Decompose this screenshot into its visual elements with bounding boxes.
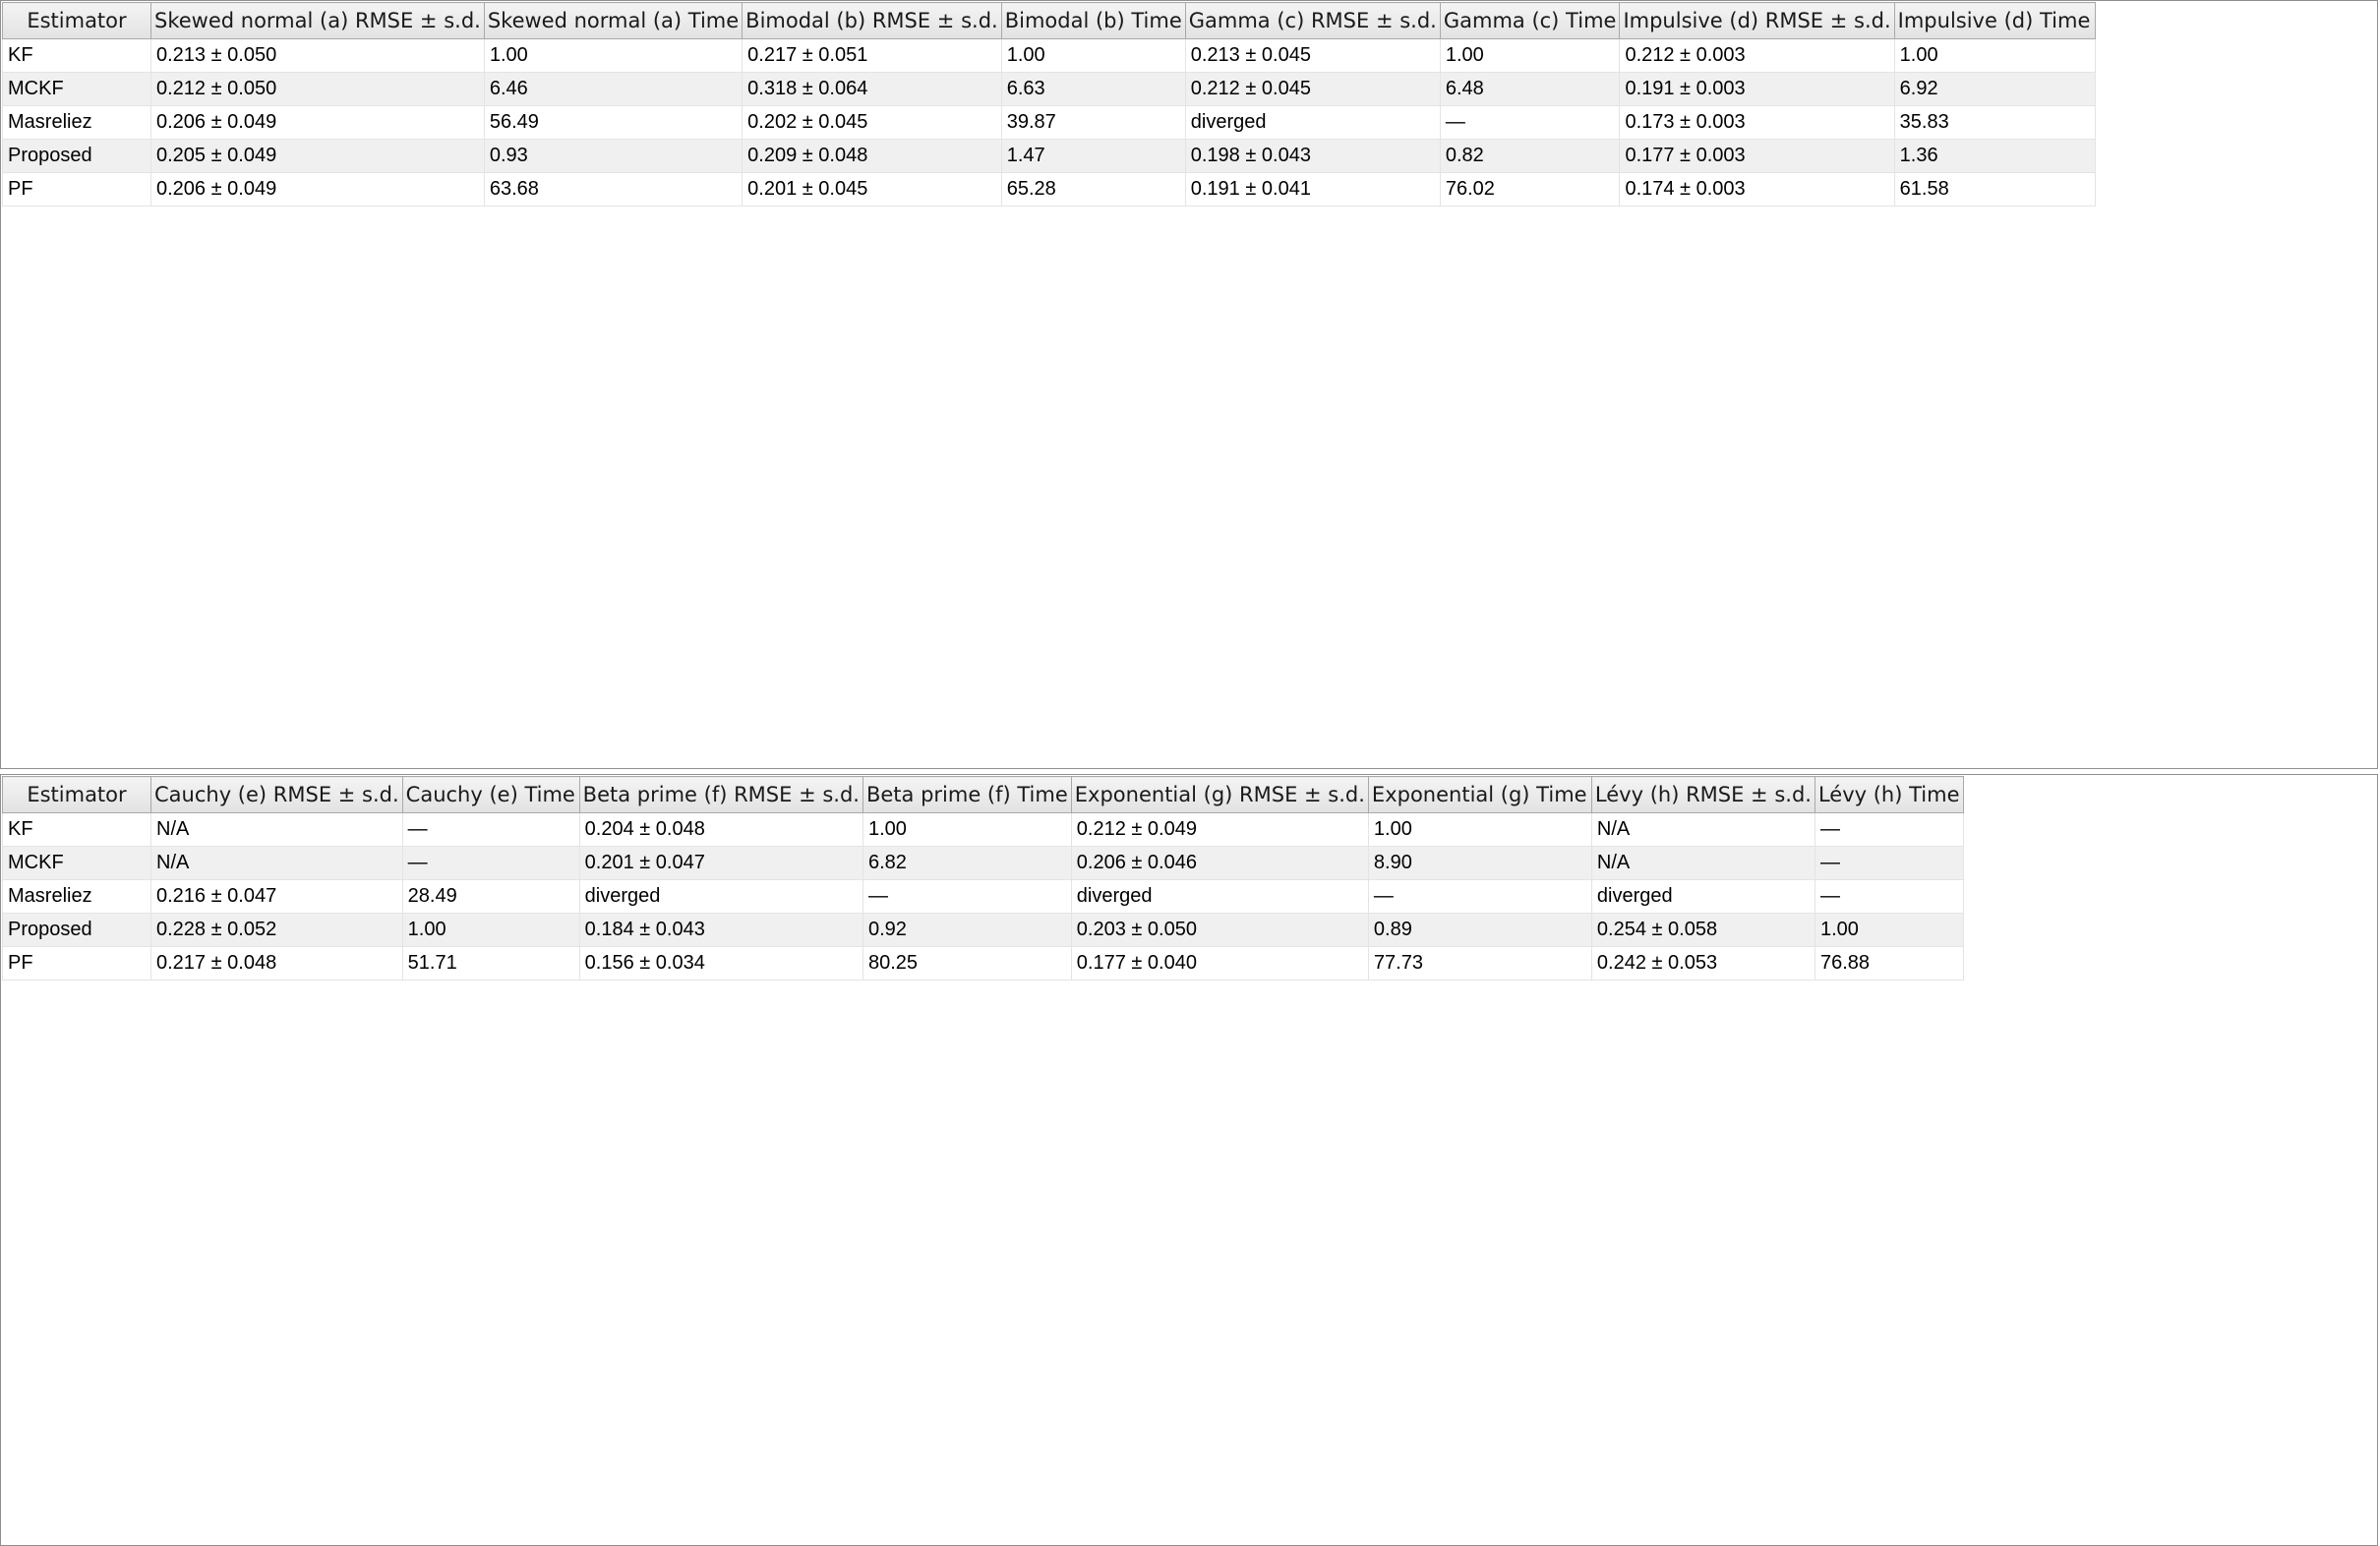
table-cell[interactable]: —: [1440, 106, 1620, 140]
column-header-bimodal-time[interactable]: Bimodal (b) Time: [1001, 3, 1185, 39]
table-cell[interactable]: 6.48: [1440, 73, 1620, 106]
table-cell[interactable]: 1.00: [1894, 39, 2095, 73]
table-cell[interactable]: 51.71: [402, 947, 579, 981]
table-row[interactable]: [3, 847, 1964, 880]
table-row[interactable]: [3, 947, 1964, 981]
table-cell[interactable]: 6.46: [484, 73, 742, 106]
estimator-name-cell[interactable]: Proposed: [3, 914, 151, 947]
table-cell[interactable]: 76.88: [1815, 947, 1963, 981]
results-table-distributions-e-h: [2, 776, 1964, 981]
table-cell[interactable]: 80.25: [863, 947, 1071, 981]
table-row[interactable]: [3, 73, 2096, 106]
estimator-name-cell[interactable]: Masreliez: [3, 880, 151, 914]
table-cell[interactable]: N/A: [1591, 847, 1815, 880]
table-cell[interactable]: 0.206 ± 0.049: [151, 173, 485, 207]
table-cell[interactable]: 0.217 ± 0.051: [743, 39, 1002, 73]
table-cell[interactable]: 0.201 ± 0.045: [743, 173, 1002, 207]
table-cell[interactable]: 0.198 ± 0.043: [1185, 140, 1440, 173]
estimator-name-cell[interactable]: PF: [3, 947, 151, 981]
table-cell[interactable]: N/A: [151, 813, 403, 847]
table-cell[interactable]: 77.73: [1368, 947, 1591, 981]
column-header-bimodal-rmse[interactable]: Bimodal (b) RMSE ± s.d.: [743, 3, 1002, 39]
table-cell[interactable]: 1.00: [1001, 39, 1185, 73]
table-cell[interactable]: 0.213 ± 0.045: [1185, 39, 1440, 73]
table-cell[interactable]: 0.228 ± 0.052: [151, 914, 403, 947]
table-cell[interactable]: 0.212 ± 0.003: [1620, 39, 1894, 73]
table-cell[interactable]: 0.202 ± 0.045: [743, 106, 1002, 140]
column-header-gamma-time[interactable]: Gamma (c) Time: [1440, 3, 1620, 39]
estimator-name-cell[interactable]: PF: [3, 173, 151, 207]
table-cell[interactable]: —: [402, 847, 579, 880]
table-cell[interactable]: 0.191 ± 0.041: [1185, 173, 1440, 207]
table-cell[interactable]: 1.47: [1001, 140, 1185, 173]
table-cell[interactable]: 1.36: [1894, 140, 2095, 173]
column-header-levy-time[interactable]: Lévy (h) Time: [1815, 777, 1963, 813]
estimator-name-cell[interactable]: MCKF: [3, 847, 151, 880]
table-cell[interactable]: 0.212 ± 0.049: [1071, 813, 1368, 847]
table-cell[interactable]: 63.68: [484, 173, 742, 207]
table-cell[interactable]: 6.63: [1001, 73, 1185, 106]
results-table-distributions-a-d: [2, 2, 2096, 207]
column-header-cauchy-rmse[interactable]: Cauchy (e) RMSE ± s.d.: [151, 777, 403, 813]
column-header-estimator[interactable]: Estimator: [3, 3, 151, 39]
table-cell[interactable]: 0.89: [1368, 914, 1591, 947]
table-row[interactable]: [3, 880, 1964, 914]
column-header-impulsive-rmse[interactable]: Impulsive (d) RMSE ± s.d.: [1620, 3, 1894, 39]
table-cell[interactable]: 0.242 ± 0.053: [1591, 947, 1815, 981]
table-cell[interactable]: 65.28: [1001, 173, 1185, 207]
table-cell[interactable]: 35.83: [1894, 106, 2095, 140]
table-cell[interactable]: 0.318 ± 0.064: [743, 73, 1002, 106]
table-panel-bottom: [0, 774, 2378, 1546]
table-cell[interactable]: diverged: [1071, 880, 1368, 914]
table-cell[interactable]: —: [1815, 847, 1963, 880]
table-cell[interactable]: 0.205 ± 0.049: [151, 140, 485, 173]
table-cell[interactable]: 0.206 ± 0.049: [151, 106, 485, 140]
table-row[interactable]: [3, 813, 1964, 847]
table-cell[interactable]: 76.02: [1440, 173, 1620, 207]
table-cell[interactable]: diverged: [1591, 880, 1815, 914]
table-cell[interactable]: 0.212 ± 0.045: [1185, 73, 1440, 106]
table-cell[interactable]: 1.00: [484, 39, 742, 73]
column-header-exponential-rmse[interactable]: Exponential (g) RMSE ± s.d.: [1071, 777, 1368, 813]
column-header-levy-rmse[interactable]: Lévy (h) RMSE ± s.d.: [1591, 777, 1815, 813]
table-cell[interactable]: 0.201 ± 0.047: [579, 847, 863, 880]
table-cell[interactable]: 0.156 ± 0.034: [579, 947, 863, 981]
table-cell[interactable]: 0.213 ± 0.050: [151, 39, 485, 73]
table-cell[interactable]: 1.00: [1368, 813, 1591, 847]
table-cell[interactable]: —: [402, 813, 579, 847]
table-cell[interactable]: 0.206 ± 0.046: [1071, 847, 1368, 880]
table-cell[interactable]: diverged: [1185, 106, 1440, 140]
table-cell[interactable]: 39.87: [1001, 106, 1185, 140]
table-cell[interactable]: N/A: [1591, 813, 1815, 847]
column-header-cauchy-time[interactable]: Cauchy (e) Time: [402, 777, 579, 813]
estimator-name-cell[interactable]: KF: [3, 39, 151, 73]
column-header-gamma-rmse[interactable]: Gamma (c) RMSE ± s.d.: [1185, 3, 1440, 39]
table-cell[interactable]: 0.92: [863, 914, 1071, 947]
header-row: [3, 3, 2096, 39]
table-cell[interactable]: 1.00: [1815, 914, 1963, 947]
table-row[interactable]: [3, 140, 2096, 173]
table-cell[interactable]: 0.203 ± 0.050: [1071, 914, 1368, 947]
table-cell[interactable]: 0.82: [1440, 140, 1620, 173]
table-cell[interactable]: 0.216 ± 0.047: [151, 880, 403, 914]
table-cell[interactable]: 0.177 ± 0.040: [1071, 947, 1368, 981]
estimator-name-cell[interactable]: Proposed: [3, 140, 151, 173]
table-cell[interactable]: 6.92: [1894, 73, 2095, 106]
table-cell[interactable]: 0.204 ± 0.048: [579, 813, 863, 847]
estimator-name-cell[interactable]: KF: [3, 813, 151, 847]
table-cell[interactable]: 0.184 ± 0.043: [579, 914, 863, 947]
table-cell[interactable]: 0.191 ± 0.003: [1620, 73, 1894, 106]
table-cell[interactable]: 8.90: [1368, 847, 1591, 880]
column-header-estimator[interactable]: Estimator: [3, 777, 151, 813]
column-header-skewed-normal-rmse[interactable]: Skewed normal (a) RMSE ± s.d.: [151, 3, 485, 39]
table-cell[interactable]: 1.00: [1440, 39, 1620, 73]
table-cell[interactable]: 0.93: [484, 140, 742, 173]
table-cell[interactable]: 28.49: [402, 880, 579, 914]
table-cell[interactable]: 0.209 ± 0.048: [743, 140, 1002, 173]
table-cell[interactable]: 0.254 ± 0.058: [1591, 914, 1815, 947]
table-cell[interactable]: 0.177 ± 0.003: [1620, 140, 1894, 173]
table-cell[interactable]: 1.00: [863, 813, 1071, 847]
table-cell[interactable]: 0.217 ± 0.048: [151, 947, 403, 981]
column-header-skewed-normal-time[interactable]: Skewed normal (a) Time: [484, 3, 742, 39]
table-cell[interactable]: —: [1368, 880, 1591, 914]
table-cell[interactable]: 0.174 ± 0.003: [1620, 173, 1894, 207]
table-cell[interactable]: —: [863, 880, 1071, 914]
estimator-name-cell[interactable]: MCKF: [3, 73, 151, 106]
table-row[interactable]: [3, 106, 2096, 140]
table-cell[interactable]: 61.58: [1894, 173, 2095, 207]
estimator-name-cell[interactable]: Masreliez: [3, 106, 151, 140]
table-row[interactable]: [3, 173, 2096, 207]
table-cell[interactable]: —: [1815, 880, 1963, 914]
table-cell[interactable]: 0.212 ± 0.050: [151, 73, 485, 106]
table-panel-top: [0, 0, 2378, 769]
table-row[interactable]: [3, 914, 1964, 947]
column-header-beta-prime-time[interactable]: Beta prime (f) Time: [863, 777, 1071, 813]
column-header-exponential-time[interactable]: Exponential (g) Time: [1368, 777, 1591, 813]
table-cell[interactable]: 6.82: [863, 847, 1071, 880]
column-header-impulsive-time[interactable]: Impulsive (d) Time: [1894, 3, 2095, 39]
table-cell[interactable]: diverged: [579, 880, 863, 914]
table-cell[interactable]: N/A: [151, 847, 403, 880]
table-cell[interactable]: —: [1815, 813, 1963, 847]
table-cell[interactable]: 1.00: [402, 914, 579, 947]
header-row: [3, 777, 1964, 813]
table-cell[interactable]: 0.173 ± 0.003: [1620, 106, 1894, 140]
table-row[interactable]: [3, 39, 2096, 73]
table-cell[interactable]: 56.49: [484, 106, 742, 140]
column-header-beta-prime-rmse[interactable]: Beta prime (f) RMSE ± s.d.: [579, 777, 863, 813]
